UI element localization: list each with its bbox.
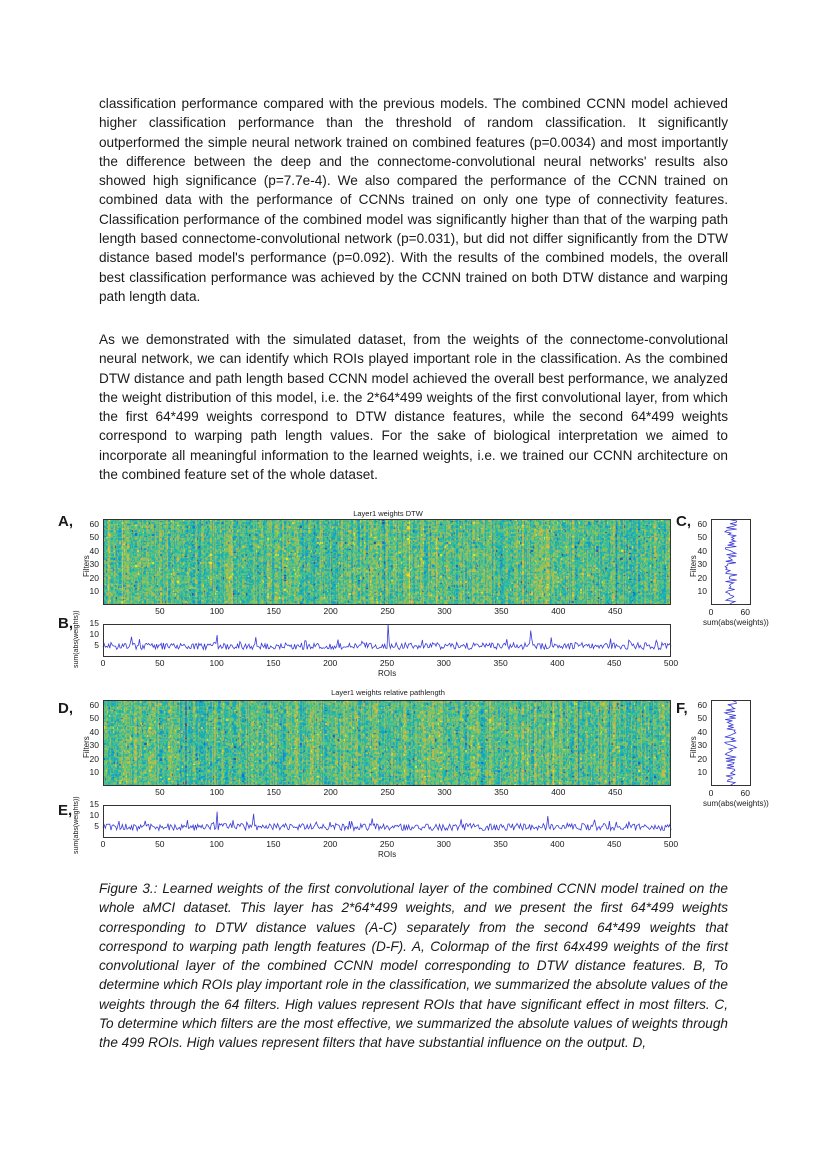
- line-xtick: 0: [100, 839, 106, 849]
- side-ytick: 10: [697, 767, 707, 778]
- roi-tick: 50: [155, 606, 165, 616]
- line-xtick: 300: [436, 658, 451, 668]
- line-ytick: 10: [89, 810, 99, 820]
- line-xtick: 450: [607, 658, 622, 668]
- roi-tick: 150: [266, 606, 281, 616]
- sum-axis-label-b: sum(abs(weights)): [73, 610, 80, 668]
- side-xtick: 60: [740, 607, 751, 617]
- roi-tick: 400: [551, 787, 566, 797]
- line-ytick: 10: [89, 629, 99, 639]
- side-ytick: 30: [697, 559, 707, 570]
- side-ytick: 20: [697, 753, 707, 764]
- sum-axis-label-c: sum(abs(weights)): [703, 618, 769, 627]
- roi-tick: 450: [608, 606, 623, 616]
- filter-tick: 60: [89, 700, 99, 711]
- line-plot-dtw-frame: [103, 624, 671, 657]
- side-ytick: 40: [697, 726, 707, 737]
- filter-tick: 20: [89, 572, 99, 583]
- filter-tick: 10: [89, 767, 99, 778]
- filter-tick: 30: [89, 740, 99, 751]
- line-xtick: 500: [663, 839, 679, 849]
- filter-tick: 60: [89, 519, 99, 530]
- side-xtick: 0: [708, 788, 714, 798]
- side-plot-pathlength-frame: [711, 700, 751, 786]
- heatmap-dtw-frame: [103, 519, 671, 605]
- roi-tick: 350: [494, 606, 509, 616]
- panel-letter-e: E,: [58, 802, 73, 819]
- rois-axis-label-e: ROIs: [378, 850, 397, 859]
- filter-tick: 50: [89, 532, 99, 543]
- side-ytick: 50: [697, 713, 707, 724]
- line-ytick: 15: [89, 618, 99, 628]
- line-xtick: 150: [266, 658, 281, 668]
- roi-tick: 350: [494, 787, 509, 797]
- panel-letter-a: A,: [58, 513, 73, 530]
- side-xtick: 0: [708, 607, 714, 617]
- side-ytick: 60: [697, 700, 707, 711]
- line-plot-pathlength-frame: [103, 805, 671, 838]
- rois-axis-label-b: ROIs: [378, 669, 397, 678]
- panel-letter-d: D,: [58, 700, 73, 717]
- line-xtick: 150: [266, 839, 281, 849]
- roi-tick: 50: [155, 787, 165, 797]
- sum-axis-label-e: sum(abs(weights)): [73, 796, 80, 854]
- sum-axis-label-f: sum(abs(weights)): [703, 799, 769, 808]
- roi-tick: 250: [380, 787, 395, 797]
- side-xtick: 60: [740, 788, 751, 798]
- line-xtick: 200: [323, 658, 338, 668]
- filter-tick: 40: [89, 726, 99, 737]
- filter-tick: 10: [89, 586, 99, 597]
- heatmap-pathlength-frame: [103, 700, 671, 786]
- panel-letter-f: F,: [676, 700, 688, 717]
- line-ytick: 5: [94, 640, 99, 650]
- roi-tick: 200: [323, 787, 338, 797]
- line-xtick: 400: [550, 658, 565, 668]
- line-xtick: 350: [493, 658, 508, 668]
- roi-tick: 100: [209, 787, 224, 797]
- body-paragraph-1: classification performance compared with the previous models. The combined CCNN model achieved higher classification performance than the threshold of random classification. It significantly outperformed the simple neural network trained on combined features (p=0.0034) and most importantly the difference between the deep and the connectome-convolutional neural networks' results also showed high significance (p=7.7e-4). We also compared the performance of the CCNN trained on combined data with the performance of CCNNs trained on only one type of connectivity features. Classification performance of the combined model was significantly higher than that of the warping path length based connectome-convolutional network (p=0.031), but did not differ significantly from the DTW distance based model's performance (p=0.092). With the results of the combined models, the overall best classification performance was achieved by the CCNN trained on both DTW distance and warping path length data.: [99, 96, 728, 304]
- roi-tick: 400: [551, 606, 566, 616]
- roi-tick: 450: [608, 787, 623, 797]
- line-xtick: 50: [155, 658, 165, 668]
- line-xtick: 200: [323, 839, 338, 849]
- side-ytick: 20: [697, 572, 707, 583]
- roi-tick: 300: [437, 787, 452, 797]
- line-xtick: 350: [493, 839, 508, 849]
- body-paragraph-2: As we demonstrated with the simulated dataset, from the weights of the connectome-convolutional neural network, we can identify which ROIs played important role in the classification. As the combined DTW distance and path length based CCNN model achieved the overall best performance, we analyzed the weight distribution of this model, i.e. the 2*64*499 weights of the first convolutional layer, from which the first 64*499 weights correspond to DTW distance features, while the second 64*499 weights correspond to warping path length values. For the sake of biological interpretation we aimed to incorporate all meaningful information to the learned weights, i.e. we trained our CCNN architecture on the combined feature set of the whole dataset.: [99, 332, 728, 483]
- line-xtick: 500: [663, 658, 679, 668]
- filter-tick: 50: [89, 713, 99, 724]
- line-xtick: 450: [607, 839, 622, 849]
- filters-axis-label-f: Filters: [689, 736, 698, 758]
- line-xtick: 400: [550, 839, 565, 849]
- filters-axis-label-c: Filters: [689, 555, 698, 577]
- side-ytick: 30: [697, 740, 707, 751]
- panel-letter-b: B,: [58, 615, 73, 632]
- roi-tick: 200: [323, 606, 338, 616]
- figure-caption: Figure 3.: Learned weights of the first convolutional layer of the combined CCNN model trained on the whole aMCI dataset. This layer has 2*64*499 weights, and we present the first 64*499 weights corresponding to DTW distance values (A-C) separately from the second 64*499 weights that correspond to warping path length features (D-F). A, Colormap of the first 64x499 weights of the first convolutional layer of the combined CCNN model corresponding to DTW distance features. B, To determine which ROIs play important role in the classification, we summarized the absolute values of the weights through the 64 filters. High values represent ROIs that have significant effect in most filters. C, To determine which filters are the most effective, we summarized the absolute values of weights through the 499 ROIs. High values represent filters that have substantial influence on the output. D,: [99, 881, 728, 1051]
- line-xtick: 250: [379, 658, 395, 668]
- panel-letter-c: C,: [676, 513, 691, 530]
- line-xtick: 100: [209, 658, 224, 668]
- line-xtick: 300: [436, 839, 451, 849]
- line-xtick: 100: [209, 839, 224, 849]
- side-plot-dtw-frame: [711, 519, 751, 605]
- roi-tick: 250: [380, 606, 395, 616]
- side-ytick: 10: [697, 586, 707, 597]
- side-ytick: 40: [697, 545, 707, 556]
- line-xtick: 50: [155, 839, 165, 849]
- filters-axis-label-a: Filters: [82, 555, 91, 577]
- roi-tick: 300: [437, 606, 452, 616]
- filter-tick: 30: [89, 559, 99, 570]
- line-ytick: 5: [94, 821, 99, 831]
- roi-tick: 100: [209, 606, 224, 616]
- line-ytick: 15: [89, 799, 99, 809]
- filter-tick: 20: [89, 753, 99, 764]
- filter-tick: 40: [89, 545, 99, 556]
- side-ytick: 50: [697, 532, 707, 543]
- filters-axis-label-d: Filters: [82, 736, 91, 758]
- roi-tick: 150: [266, 787, 281, 797]
- heatmap-title-pathlength: Layer1 weights relative pathlength: [331, 688, 445, 697]
- side-ytick: 60: [697, 519, 707, 530]
- heatmap-title-dtw: Layer1 weights DTW: [353, 509, 423, 518]
- line-xtick: 250: [379, 839, 395, 849]
- line-xtick: 0: [100, 658, 106, 668]
